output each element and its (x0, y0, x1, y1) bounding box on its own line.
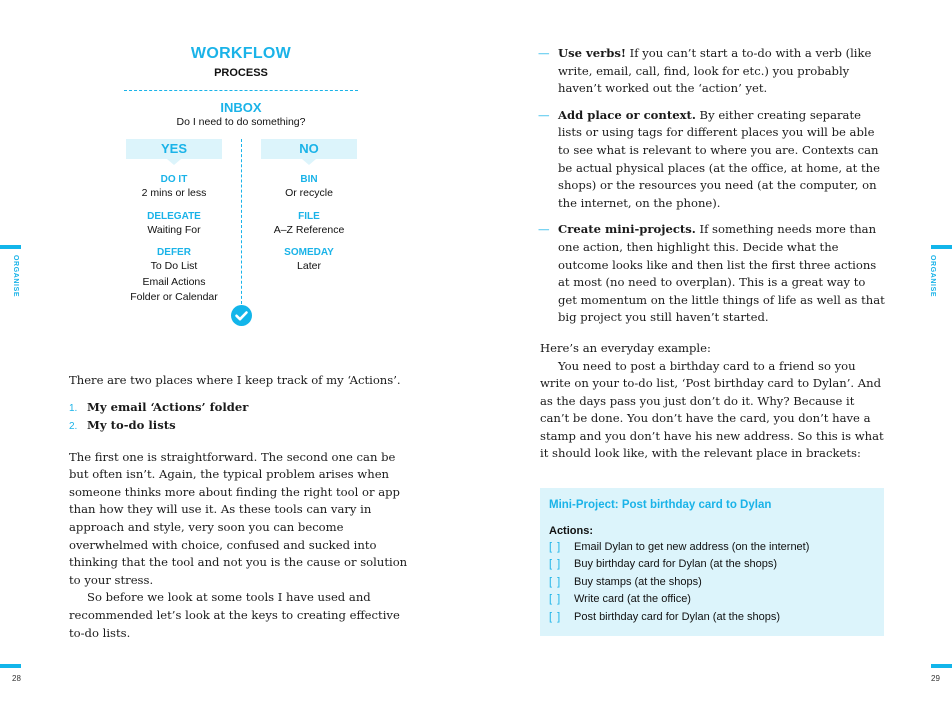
actions-label: Actions: (549, 525, 593, 537)
tip-heading: Add place or context. (558, 107, 696, 122)
checkbox-icon: [ ] (549, 593, 562, 606)
inbox-label: INBOX (220, 100, 262, 115)
list-item-text: My email ‘Actions’ folder (87, 399, 249, 414)
tip-item (540, 45, 885, 98)
step-text: 2 mins or less (141, 187, 207, 199)
list-number: 2. (69, 420, 78, 432)
action-item (549, 609, 875, 626)
left-side-section-label: ORGANISE (12, 255, 19, 298)
checkbox-icon: [ ] (549, 541, 562, 553)
step-text: Or recycle (285, 187, 333, 199)
action-text: Buy birthday card for Dylan (at the shops) (574, 558, 777, 571)
action-item (549, 574, 875, 591)
action-item (549, 539, 875, 556)
step-text: Email Actions (142, 275, 206, 288)
body-paragraph: So before we look at some tools I have used and recommended let’s look at the keys to creating effective to-do lists. (69, 590, 400, 640)
action-item (549, 556, 875, 573)
left-body-text (69, 372, 414, 642)
left-edge-tab-bar (0, 245, 21, 249)
inbox-question: Do I need to do something? (176, 116, 306, 128)
list-item (69, 399, 414, 417)
tip-text: By either creating separate lists or using tags for different places you will be able to see what is relevant to where you are. Contexts can be actual physical places (at the office, at home, at the shops) or the resources you need (at the computer, on the internet, on the phone). (558, 107, 881, 210)
checkbox-icon: [ ] (549, 558, 562, 571)
step-defer (126, 246, 222, 306)
example-paragraph: You need to post a birthday card to a friend so you write on your to-do list, ‘Post birthday card to Dylan’. And as the days pass you just don’t do it. Why? Because it can’t be done. You don’t have the card, you don’t have a stamp and you don’t have his new address. So this is what it should look like, with the relevant place in brackets: (540, 358, 884, 461)
workflow-diagram (124, 44, 358, 319)
list-item (69, 417, 414, 435)
step-heading: DEFER (157, 247, 191, 258)
right-side-section-label: ORGANISE (929, 255, 936, 298)
action-text: Email Dylan to get new address (on the internet) (574, 541, 810, 553)
body-paragraph: The first one is straightforward. The second one can be but often isn’t. Again, the typical problem arises when someone thinks more about finding the right tool or app than how they will use it. As these tools can vary in approach and style, very soon you can become overwhelmed with choice, confused and sucked into thinking that the tool and not you is the cause or solution to your stress. (69, 449, 408, 587)
em-dash-bullet: — (538, 107, 550, 122)
step-bin (261, 173, 357, 202)
example-section (540, 340, 885, 463)
list-number: 1. (69, 402, 78, 414)
left-page-number: 28 (12, 674, 21, 683)
intro-paragraph: There are two places where I keep track of my ‘Actions’. (69, 373, 401, 387)
tip-heading: Use verbs! (558, 46, 626, 60)
no-column (261, 139, 357, 275)
center-dashed-line (241, 139, 242, 309)
step-text: Folder or Calendar (130, 291, 218, 303)
tip-text: If something needs more than one action, then highlight this. Decide what the outcome looks like and then list the first three actions at most (no need to overplan). This is a great way to get momentum on the little things of life as well as that big project you still haven’t started. (558, 222, 885, 325)
step-heading: DELEGATE (147, 210, 201, 222)
mini-project-box (540, 488, 884, 636)
step-heading: DO IT (160, 174, 188, 185)
right-edge-tab-bar (931, 245, 952, 249)
step-do-it (126, 173, 222, 202)
check-circle-icon (231, 305, 252, 326)
action-text: Buy stamps (at the shops) (574, 575, 702, 588)
right-page-number: 29 (931, 674, 940, 683)
step-file (261, 210, 357, 239)
step-text: A–Z Reference (273, 223, 345, 236)
em-dash-bullet: — (538, 46, 550, 60)
tip-item (540, 221, 885, 327)
tip-heading: Create mini-projects. (558, 222, 696, 237)
flowchart-subtitle: PROCESS (214, 67, 268, 79)
step-text: To Do List (150, 260, 198, 272)
checkbox-icon: [ ] (549, 575, 562, 588)
step-heading: FILE (298, 210, 320, 222)
mini-project-title: Mini-Project: Post birthday card to Dylan (549, 499, 772, 511)
yes-label: YES (126, 139, 222, 159)
step-someday (261, 246, 357, 275)
example-intro: Here’s an everyday example: (540, 340, 711, 355)
flowchart-title: WORKFLOW (190, 45, 292, 62)
action-item (549, 591, 875, 608)
tip-item (540, 107, 885, 213)
step-text: Waiting For (147, 223, 201, 236)
action-text: Post birthday card for Dylan (at the shops) (574, 610, 781, 623)
right-footer-bar (931, 664, 952, 668)
right-body-text (540, 45, 885, 463)
flowchart-divider (124, 90, 358, 91)
em-dash-bullet: — (538, 222, 550, 237)
todo-tips-list (540, 45, 885, 327)
step-heading: BIN (300, 174, 318, 185)
step-delegate (126, 210, 222, 239)
no-label: NO (261, 139, 357, 159)
list-item-text: My to-do lists (87, 417, 176, 432)
tip-text: If you can’t start a to-do with a verb (like write, email, call, find, look for etc.) you probably haven’t worked out the ‘action’ yet. (558, 46, 872, 96)
left-footer-bar (0, 664, 21, 668)
decision-columns (124, 139, 358, 319)
step-text: Later (297, 260, 321, 272)
step-heading: SOMEDAY (284, 247, 334, 258)
action-places-list (69, 399, 414, 435)
checkbox-icon: [ ] (549, 610, 562, 623)
action-text: Write card (at the office) (574, 593, 691, 606)
yes-column (126, 139, 222, 306)
